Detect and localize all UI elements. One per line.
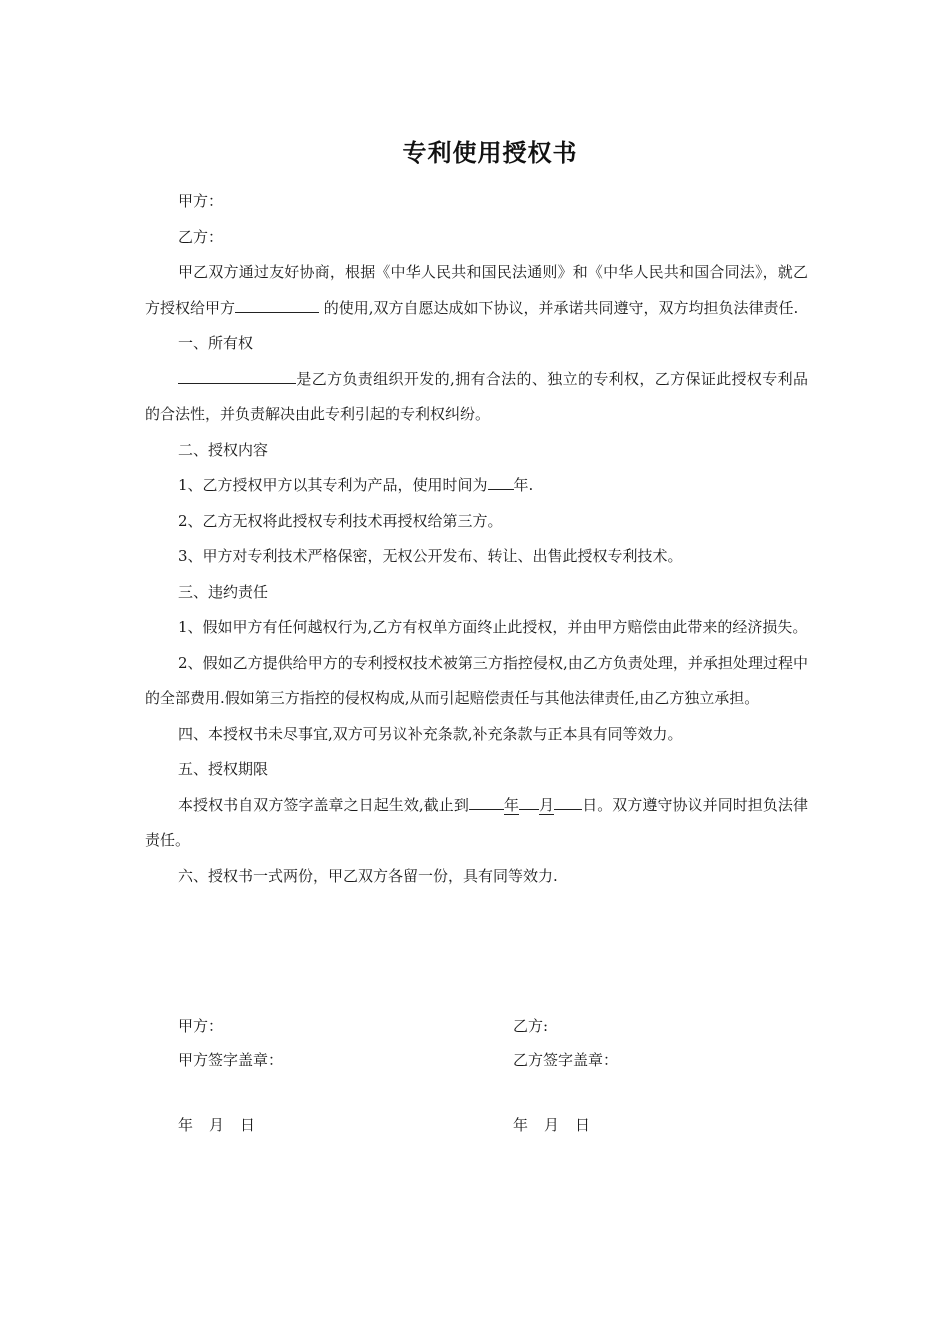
section-3-item-2: 2、假如乙方提供给甲方的专利授权技术被第三方指控侵权,由乙方负责处理，并承担处理过程中的全部费用.假如第三方指控的侵权构成,从而引起赔偿责任与其他法律责任,由乙方独立承担。: [145, 653, 808, 707]
section-2-item-1-text-2: 年.: [513, 476, 534, 494]
blank-end-month: [519, 791, 539, 810]
section-2-item-1-text-1: 1、乙方授权甲方以其专利为产品，使用时间为: [178, 476, 488, 494]
party-a-line: 甲方：: [178, 192, 224, 210]
intro-text-1: 甲乙双方通过友好协商，根据《中华人民共和国民法通则》和《中华人民共和国合同法》，就乙方授权给甲方: [145, 263, 808, 317]
section-5-paragraph: [145, 788, 808, 859]
section-4-paragraph: 四、本授权书未尽事宜,双方可另议补充条款,补充条款与正本具有同等效力。: [178, 724, 683, 743]
document-title: 专利使用授权书: [402, 138, 578, 167]
party-b-line: 乙方：: [178, 227, 224, 246]
signature-party-a-date: [178, 1115, 271, 1135]
end-year-label: 年: [503, 795, 520, 814]
section-2-item-2: 2、乙方无权将此授权专利技术再授权给第三方。: [178, 511, 503, 530]
section-2-heading: 二、授权内容: [178, 440, 269, 459]
date-day-label: 日: [240, 1116, 256, 1134]
section-5-text-1: 本授权书自双方签字盖章之日起生效,截止到: [178, 795, 469, 814]
section-1-paragraph: [145, 362, 808, 433]
blank-patent-name: [235, 294, 319, 313]
section-5-heading: 五、授权期限: [178, 760, 269, 778]
section-2-item-3: 3、甲方对专利技术严格保密，无权公开发布、转让、出售此授权专利技术。: [178, 547, 683, 565]
signature-party-a: 甲方：: [178, 1017, 224, 1035]
section-3-item-1: 1、假如甲方有任何越权行为,乙方有权单方面终止此授权，并由甲方赔偿由此带来的经济损失。: [178, 618, 808, 636]
section-1-text: 是乙方负责组织开发的,拥有合法的、独立的专利权，乙方保证此授权专利品的合法性，并负责解决由此专利引起的专利权纠纷。: [145, 369, 808, 423]
section-6-paragraph: 六、授权书一式两份，甲乙双方各留一份，具有同等效力.: [178, 866, 558, 885]
section-5-text-2: 日。双方遵守协议并同时担负法律责任。: [145, 795, 808, 849]
date-month-label: 月: [544, 1116, 560, 1134]
blank-patent-product: [178, 365, 296, 384]
section-1-heading: 一、所有权: [178, 334, 254, 352]
date-day-label: 日: [575, 1116, 591, 1134]
blank-end-day: [554, 791, 582, 810]
section-3-heading: 三、违约责任: [178, 582, 269, 601]
signature-party-b: 乙方:: [513, 1017, 549, 1035]
intro-paragraph: [145, 255, 808, 326]
blank-usage-years: [488, 471, 514, 490]
intro-text-2: 的使用,双方自愿达成如下协议，并承诺共同遵守，双方均担负法律责任.: [319, 298, 799, 317]
section-2-item-1: [145, 468, 808, 504]
signature-party-b-date: [513, 1115, 606, 1135]
date-year-label: 年: [178, 1116, 194, 1134]
document-body: [145, 184, 808, 894]
blank-end-year: [469, 791, 504, 810]
signature-party-a-seal: 甲方签字盖章：: [178, 1051, 284, 1069]
date-month-label: 月: [209, 1116, 225, 1134]
end-month-label: 月: [539, 795, 555, 814]
signature-party-b-seal: 乙方签字盖章：: [513, 1051, 619, 1069]
date-year-label: 年: [513, 1116, 529, 1134]
